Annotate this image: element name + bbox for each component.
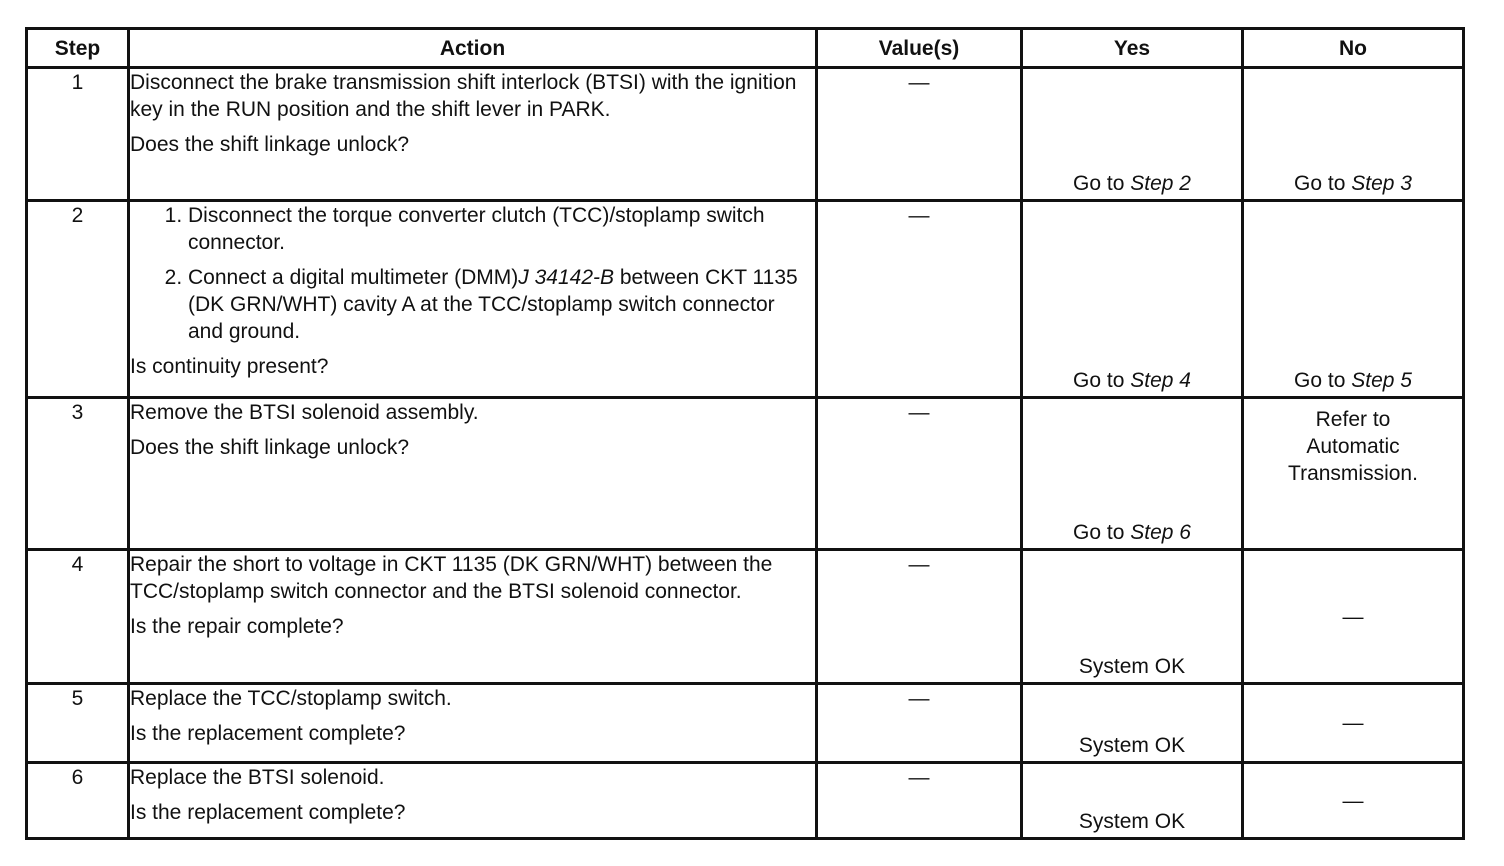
yes-cell [1022,763,1243,839]
action-instruction: Disconnect the brake transmission shift interlock (BTSI) with the ignition key in the RUN position and the shift lever in PARK. [130,71,797,121]
action-cell [129,684,817,763]
value-cell: — [817,68,1022,201]
no-prefix: Go to [1294,369,1352,392]
value-cell: — [817,684,1022,763]
no-prefix: Go to [1294,172,1352,195]
no-cell [1243,201,1464,398]
yes-cell [1022,201,1243,398]
step-number: 5 [27,684,129,763]
action-cell [129,550,817,684]
no-result: — [1342,789,1364,812]
action-question: Is continuity present? [130,355,329,378]
action-instruction: Replace the BTSI solenoid. [130,766,385,789]
yes-result [1023,367,1241,394]
no-result [1244,367,1462,394]
yes-cell [1022,398,1243,550]
yes-cell [1022,550,1243,684]
yes-prefix: Go to [1073,369,1131,392]
value-cell: — [817,550,1022,684]
header-step: Step [27,29,129,68]
header-action: Action [129,29,817,68]
no-result: — [1342,605,1364,628]
action-cell [129,398,817,550]
substep-list [130,202,815,345]
no-result: — [1342,711,1364,735]
no-cell [1243,763,1464,839]
yes-step-ref: Step 4 [1130,369,1191,392]
table-row [27,398,1464,550]
header-values: Value(s) [817,29,1022,68]
no-step-ref: Step 3 [1351,172,1412,195]
yes-result: System OK [1078,810,1186,833]
action-instruction: Repair the short to voltage in CKT 1135 (DK GRN/WHT) between the TCC/stoplamp switch connector and the BTSI solenoid connector. [130,553,773,603]
action-cell [129,763,817,839]
table-row [27,550,1464,684]
no-cell [1243,398,1464,550]
yes-prefix: Go to [1073,521,1131,544]
substep-item [188,202,815,256]
action-question: Is the replacement complete? [130,801,406,824]
action-question: Does the shift linkage unlock? [130,436,409,459]
action-question: Does the shift linkage unlock? [130,133,409,156]
header-row [27,29,1464,68]
tool-number: J 34142-B [518,266,614,289]
yes-result: System OK [1078,734,1186,757]
action-cell [129,68,817,201]
value-cell: — [817,763,1022,839]
action-cell [129,201,817,398]
no-cell [1243,68,1464,201]
substep-text: between CKT 1135 (DK GRN/WHT) cavity A at the TCC/stoplamp switch connector and ground. [188,266,798,343]
substep-text: Connect a digital multimeter (DMM) [188,266,519,289]
yes-result [1023,170,1241,197]
diagnostic-table [25,27,1465,840]
value-cell: — [817,398,1022,550]
action-question: Is the replacement complete? [130,722,406,745]
header-no: No [1243,29,1464,68]
action-instruction: Remove the BTSI solenoid assembly. [130,401,479,424]
action-question: Is the repair complete? [130,615,344,638]
yes-cell [1022,684,1243,763]
table-row [27,68,1464,201]
step-number: 1 [27,68,129,201]
no-cell [1243,550,1464,684]
yes-result: System OK [1078,655,1186,678]
table-row [27,684,1464,763]
substep-item [188,264,815,345]
table-row [27,201,1464,398]
no-result [1244,170,1462,197]
yes-cell [1022,68,1243,201]
value-cell: — [817,201,1022,398]
yes-step-ref: Step 2 [1130,172,1191,195]
step-number: 2 [27,201,129,398]
no-step-ref: Step 5 [1351,369,1412,392]
yes-step-ref: Step 6 [1130,521,1191,544]
no-cell [1243,684,1464,763]
no-result: Refer to Automatic Transmission. [1288,408,1418,485]
yes-result [1023,519,1241,546]
header-yes: Yes [1022,29,1243,68]
substep-text: Disconnect the torque converter clutch (TCC)/stoplamp switch connector. [188,204,765,254]
step-number: 3 [27,398,129,550]
action-instruction: Replace the TCC/stoplamp switch. [130,687,452,710]
step-number: 6 [27,763,129,839]
table-row [27,763,1464,839]
yes-prefix: Go to [1073,172,1131,195]
step-number: 4 [27,550,129,684]
